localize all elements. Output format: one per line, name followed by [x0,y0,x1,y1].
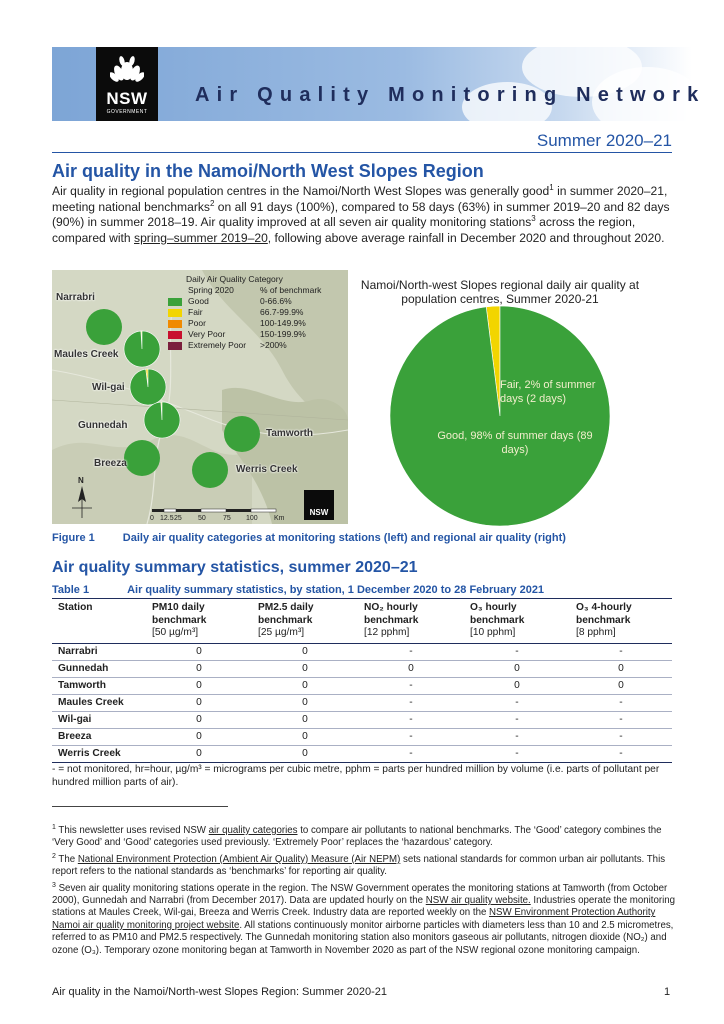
value-cell: - [570,643,672,660]
table-row [52,660,672,677]
epa-namoi-project-link[interactable]: NSW Environment Protection Authority Namoi air quality monitoring project website [52,907,656,931]
value-cell: 0 [146,660,252,677]
legend-row: Extremely Poor >200% [168,340,342,351]
banner-title: Air Quality Monitoring Network [195,84,706,106]
col-header-o3-hourly: O₃ hourly benchmark [10 pphm] [464,599,570,644]
value-cell: 0 [252,694,358,711]
station-pie-narrabri [86,309,122,345]
table-caption: Table 1 Air quality summary statistics, by station, 1 December 2020 to 28 February 2021 [52,584,545,596]
value-cell: - [358,694,464,711]
legend-swatch [168,342,182,350]
regional-pie-chart [355,305,645,527]
logo-subtext: GOVERNMENT [106,109,148,115]
station-cell: Gunnedah [52,660,146,677]
legend-row: Poor 100-149.9% [168,318,342,329]
value-cell: - [570,694,672,711]
place-wil-gai: Wil-gai [92,382,125,393]
value-cell: 0 [464,677,570,694]
footnote-1: $^1$ This newsletter uses revised NSW air quality categories to compare air pollutants to national benchmarks. The ‘Good’ category combines the ‘Very Good’ and ‘Good’ categories used previously. ‘Extremely Poor’ replaces the ‘hazardous’ category. [52,823,662,849]
station-pie-slice-good [124,440,160,476]
season-rule [52,152,672,153]
table-row [52,745,672,762]
map-scale-bar: 0 12.5 25 50 75 100 Km [150,508,290,524]
footnote-2: $^2$ The National Environment Protection (Ambient Air Quality) Measure (Air NEPM) sets national standards for common urban air pollutants. This report refers to the national standards as ‘benchmarks’ for reporting air quality. [52,852,666,878]
legend-swatch [168,320,182,328]
air-nepm-link[interactable]: National Environment Protection (Ambient Air Quality) Measure (Air NEPM) [77,853,401,865]
season-label: Summer 2020–21 [536,131,672,150]
map-legend [168,274,342,351]
summary-table [52,598,672,763]
value-cell: 0 [146,643,252,660]
station-cell: Tamworth [52,677,146,694]
station-cell: Breeza [52,728,146,745]
place-werris-creek: Werris Creek [236,464,298,475]
summary-title: Air quality summary statistics, summer 2020–21 [52,559,418,576]
value-cell: 0 [570,660,672,677]
station-pie-slice-good [86,309,122,345]
place-gunnedah: Gunnedah [78,420,128,431]
value-cell: - [464,643,570,660]
station-cell: Maules Creek [52,694,146,711]
table-row [52,711,672,728]
col-header-pm10: PM10 daily benchmark [50 µg/m³] [146,599,252,644]
value-cell: - [570,711,672,728]
footer-text: Air quality in the Namoi/North-west Slopes Region: Summer 2020-21 [52,986,388,998]
value-cell: - [464,745,570,762]
value-cell: 0 [570,677,672,694]
legend-row: Very Poor 150-199.9% [168,329,342,340]
station-cell: Werris Creek [52,745,146,762]
place-maules-creek: Maules Creek [54,349,119,360]
value-cell: 0 [146,728,252,745]
table-row [52,643,672,660]
pie-title: Namoi/North-west Slopes regional daily air quality at population centres, Summer 2020-21 [360,278,640,306]
station-pie-slice-good [144,402,180,438]
value-cell: - [570,728,672,745]
north-arrow-icon [70,484,94,520]
value-cell: - [464,711,570,728]
legend-header: Spring 2020 % of benchmark [188,285,322,295]
legend-row: Fair 66.7-99.9% [168,307,342,318]
col-header-no2: NO₂ hourly benchmark [12 pphm] [358,599,464,644]
value-cell: 0 [252,711,358,728]
value-cell: - [358,711,464,728]
value-cell: - [464,694,570,711]
legend-title: Daily Air Quality Category [186,274,283,284]
page-number: 1 [664,986,671,998]
legend-row: Good 0-66.6% [168,296,342,307]
figure-caption: Figure 1 Daily air quality categories at monitoring stations (left) and regional air quality (right) [52,532,566,544]
page-title: Air quality in the Namoi/North West Slopes Region [52,161,484,181]
value-cell: 0 [252,745,358,762]
station-pie-slice-good [224,416,260,452]
pie-label-fair: Fair, 2% of summer days (2 days) [500,379,596,405]
station-pie-werris-creek [124,440,160,476]
pie-label-good: Good, 98% of summer days (89 days) [437,430,593,456]
footnotes [52,825,676,961]
value-cell: 0 [252,728,358,745]
value-cell: 0 [252,660,358,677]
table-row [52,728,672,745]
table-row [52,694,672,711]
station-pie-tamworth [224,416,260,452]
table-row [52,677,672,694]
pie-slice-good [390,306,610,526]
station-pie-wil-gai [130,369,166,405]
station-pie-gunnedah [144,402,180,438]
logo-text: NSW [106,89,148,108]
value-cell: 0 [146,745,252,762]
station-pie-slice-good [130,369,166,405]
map-nsw-logo: NSW [304,490,334,520]
value-cell: - [570,745,672,762]
value-cell: 0 [146,694,252,711]
legend-swatch [168,298,182,306]
station-pie-slice-good [192,452,228,488]
station-pie-slice-good [124,331,160,367]
nsw-air-quality-website-link[interactable]: NSW air quality website. [425,895,531,907]
nsw-logo [96,47,158,121]
spring-summer-link[interactable]: spring–summer 2019–20 [134,230,268,245]
air-quality-categories-link[interactable]: air quality categories [208,825,298,836]
table-note: - = not monitored, hr=hour, µg/m³ = micrograms per cubic metre, pphm = parts per hundred million by volume (i.e. parts of pollutant per hundred million parts of air). [52,764,660,788]
place-breeza: Breeza [94,458,127,469]
value-cell: - [464,728,570,745]
station-pie-breeza [192,452,228,488]
waratah-icon [110,55,144,87]
col-header-pm25: PM2.5 daily benchmark [25 µg/m³] [252,599,358,644]
footnote-3: $^3$ Seven air quality monitoring stations operate in the region. The NSW Government operates the monitoring stations at Tamworth (from October 2000), Gunnedah and Narrabri (from December 2017). Data are updated hourly on the NSW air quality website. Industries operate the monitoring stations at Maules Creek, Wil-gai, Breeza and Werris Creek. Industry data are reported weekly on the NSW Environment Protection Authority Namoi air quality monitoring project website. All stations continuously monitor airborne particles with diameters less than 10 and 2.5 micrometres, referred to as PM10 and PM2.5 respectively. The Gunnedah monitoring station also monitors gaseous air pollutants, nitrogen dioxide (NO₂) and ozone (O₃). Temporary ozone monitoring began at Tamworth in November 2020 as part of the NSW regional ozone monitoring campaign. [52,881,676,956]
col-header-o3-4hourly: O₃ 4-hourly benchmark [8 pphm] [570,599,672,644]
place-narrabri: Narrabri [56,292,95,303]
place-tamworth: Tamworth [266,428,314,439]
value-cell: 0 [358,660,464,677]
table-header-row [52,599,672,644]
legend-swatch [168,309,182,317]
north-arrow-label: N [78,476,84,485]
station-cell: Wil-gai [52,711,146,728]
value-cell: 0 [146,677,252,694]
value-cell: - [358,677,464,694]
footnote-rule [52,806,228,807]
legend-swatch [168,331,182,339]
value-cell: 0 [464,660,570,677]
value-cell: - [358,728,464,745]
col-header-station: Station [52,599,146,644]
station-cell: Narrabri [52,643,146,660]
value-cell: 0 [146,711,252,728]
value-cell: 0 [252,643,358,660]
station-pie-maules-creek [124,331,160,367]
value-cell: - [358,745,464,762]
value-cell: - [358,643,464,660]
value-cell: 0 [252,677,358,694]
intro-paragraph: Air quality in regional population centres in the Namoi/North West Slopes was generally good$^1$ in summer 2020–21, meeting national benchmarks$^2$ on all 91 days (100%), compared to 58 days (63%) in summer 2019–20 and 82 days (90%) in summer 2018–19. Air quality improved at all seven air quality monitoring stations$^3$ across the region, compared with spring–summer 2019–20, following above average rainfall in December 2020 and throughout 2020. [52,182,670,245]
